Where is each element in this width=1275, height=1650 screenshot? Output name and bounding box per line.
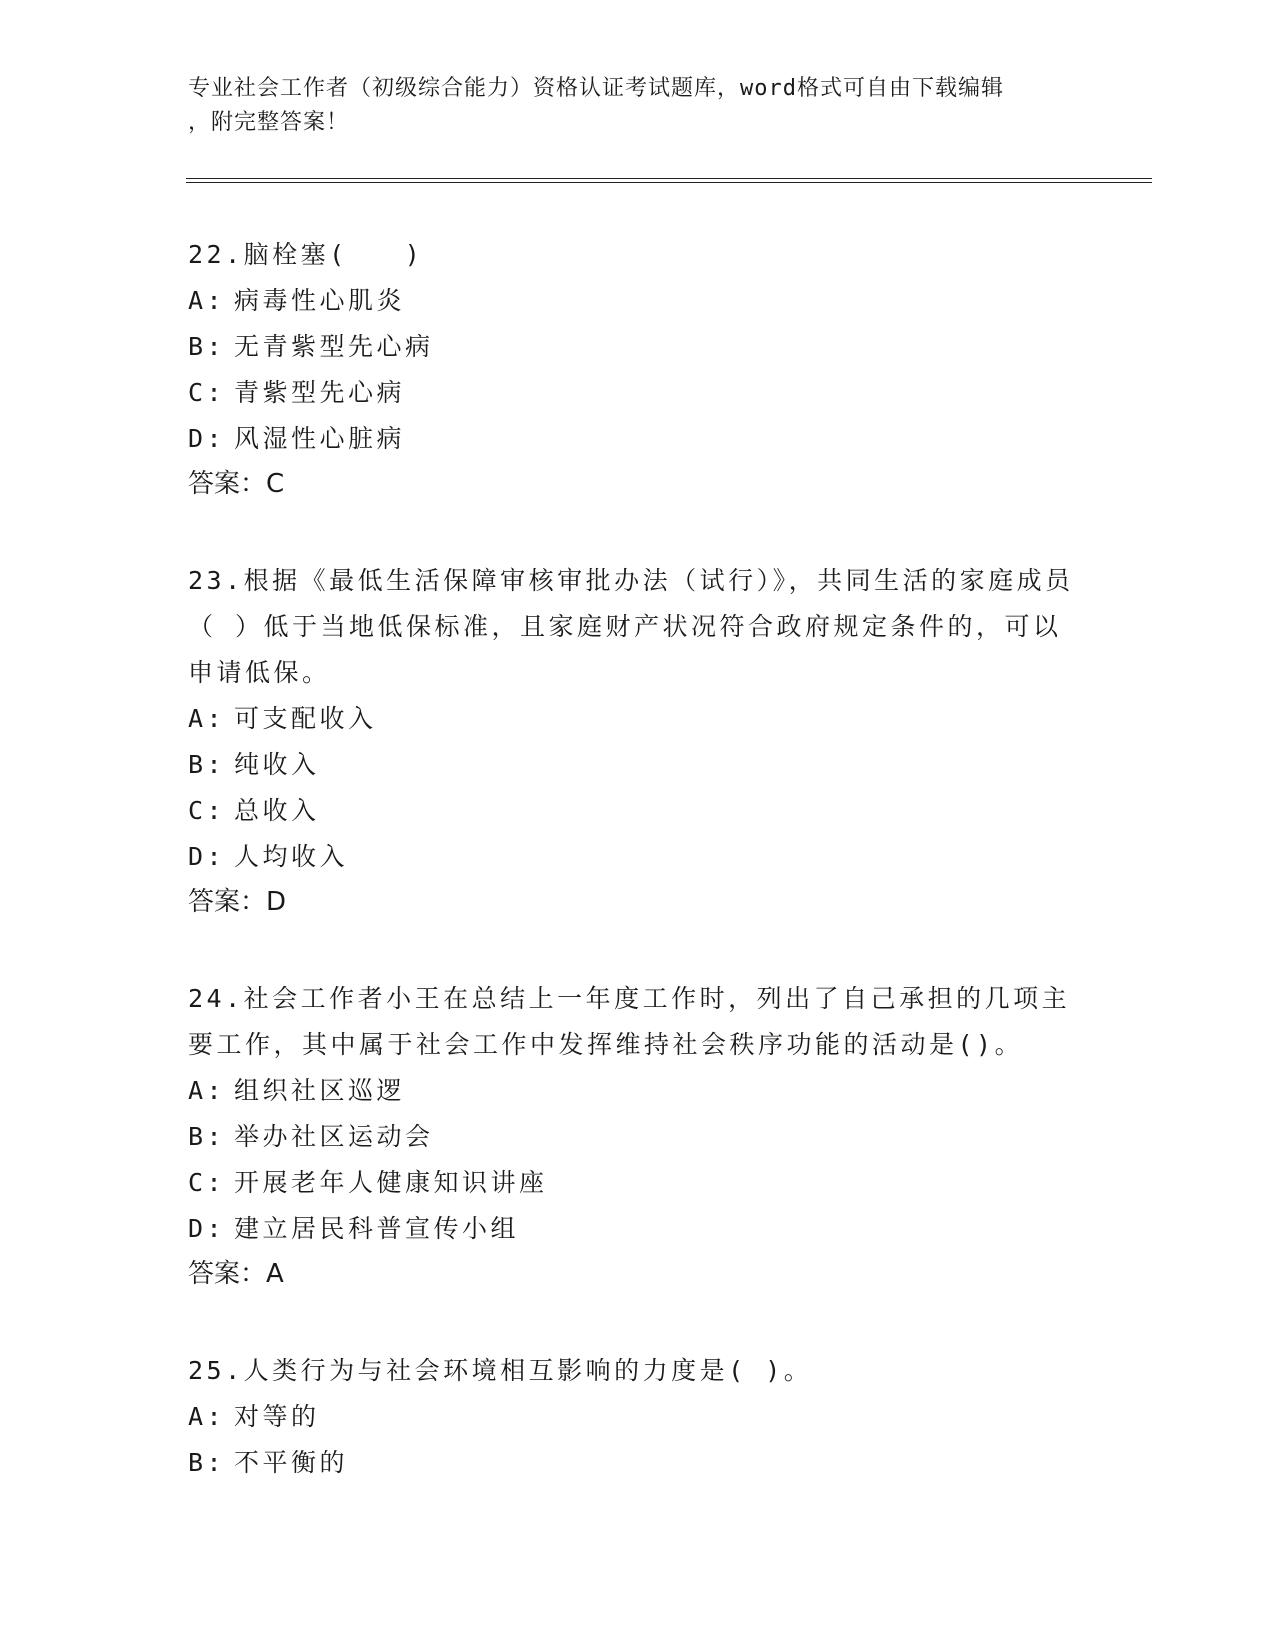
question-stem: 24.社会工作者小王在总结上一年度工作时，列出了自己承担的几项主要工作，其中属于社会工作中发挥维持社会秩序功能的活动是()。	[188, 984, 1071, 1059]
option-c	[188, 1160, 1088, 1206]
option-c	[188, 788, 1088, 834]
option-key: B:	[188, 1448, 226, 1477]
option-key: D:	[188, 842, 226, 871]
answer-line: 答案：D	[188, 887, 287, 917]
header-title-line-1: 专业社会工作者（初级综合能力）资格认证考试题库，word格式可自由下载编辑	[188, 76, 1004, 101]
option-a	[188, 1068, 1088, 1114]
option-key: A:	[188, 286, 226, 315]
document-header	[188, 72, 1078, 140]
option-a	[188, 696, 1088, 742]
question-stem: 25.人类行为与社会环境相互影响的力度是( )。	[188, 1356, 813, 1385]
option-text: 组织社区巡逻	[234, 1076, 406, 1105]
option-key: D:	[188, 1214, 226, 1243]
option-key: D:	[188, 424, 226, 453]
option-b	[188, 324, 1088, 370]
option-text: 对等的	[234, 1402, 320, 1431]
header-title-line-2: ，附完整答案！	[188, 110, 350, 135]
option-text: 举办社区运动会	[234, 1122, 434, 1151]
option-key: B:	[188, 1122, 226, 1151]
option-text: 风湿性心脏病	[234, 424, 406, 453]
option-d	[188, 416, 1088, 462]
option-key: B:	[188, 750, 226, 779]
option-text: 人均收入	[234, 842, 349, 871]
option-key: B:	[188, 332, 226, 361]
option-text: 病毒性心肌炎	[234, 286, 406, 315]
option-text: 不平衡的	[234, 1448, 349, 1477]
question-stem: 22.脑栓塞( )	[188, 240, 424, 269]
option-b	[188, 1440, 1088, 1486]
option-key: C:	[188, 1168, 226, 1197]
option-text: 开展老年人健康知识讲座	[234, 1168, 548, 1197]
option-d	[188, 1206, 1088, 1252]
question-25	[188, 1348, 1088, 1486]
option-key: A:	[188, 1402, 226, 1431]
option-key: A:	[188, 704, 226, 733]
option-a	[188, 1394, 1088, 1440]
option-b	[188, 742, 1088, 788]
header-divider	[186, 178, 1152, 183]
question-list	[188, 232, 1088, 1538]
option-text: 可支配收入	[234, 704, 377, 733]
option-key: C:	[188, 378, 226, 407]
question-22	[188, 232, 1088, 506]
option-a	[188, 278, 1088, 324]
option-text: 总收入	[234, 796, 320, 825]
question-stem: 23.根据《最低生活保障审核审批办法（试行）》，共同生活的家庭成员（ ）低于当地低保标准，且家庭财产状况符合政府规定条件的，可以申请低保。	[188, 566, 1074, 687]
question-24	[188, 976, 1088, 1296]
option-d	[188, 834, 1088, 880]
option-key: A:	[188, 1076, 226, 1105]
option-text: 纯收入	[234, 750, 320, 779]
option-text: 青紫型先心病	[234, 378, 406, 407]
option-text: 建立居民科普宣传小组	[234, 1214, 520, 1243]
answer-line: 答案：C	[188, 469, 285, 499]
question-23	[188, 558, 1088, 924]
option-text: 无青紫型先心病	[234, 332, 434, 361]
option-b	[188, 1114, 1088, 1160]
option-c	[188, 370, 1088, 416]
option-key: C:	[188, 796, 226, 825]
answer-line: 答案：A	[188, 1259, 284, 1289]
